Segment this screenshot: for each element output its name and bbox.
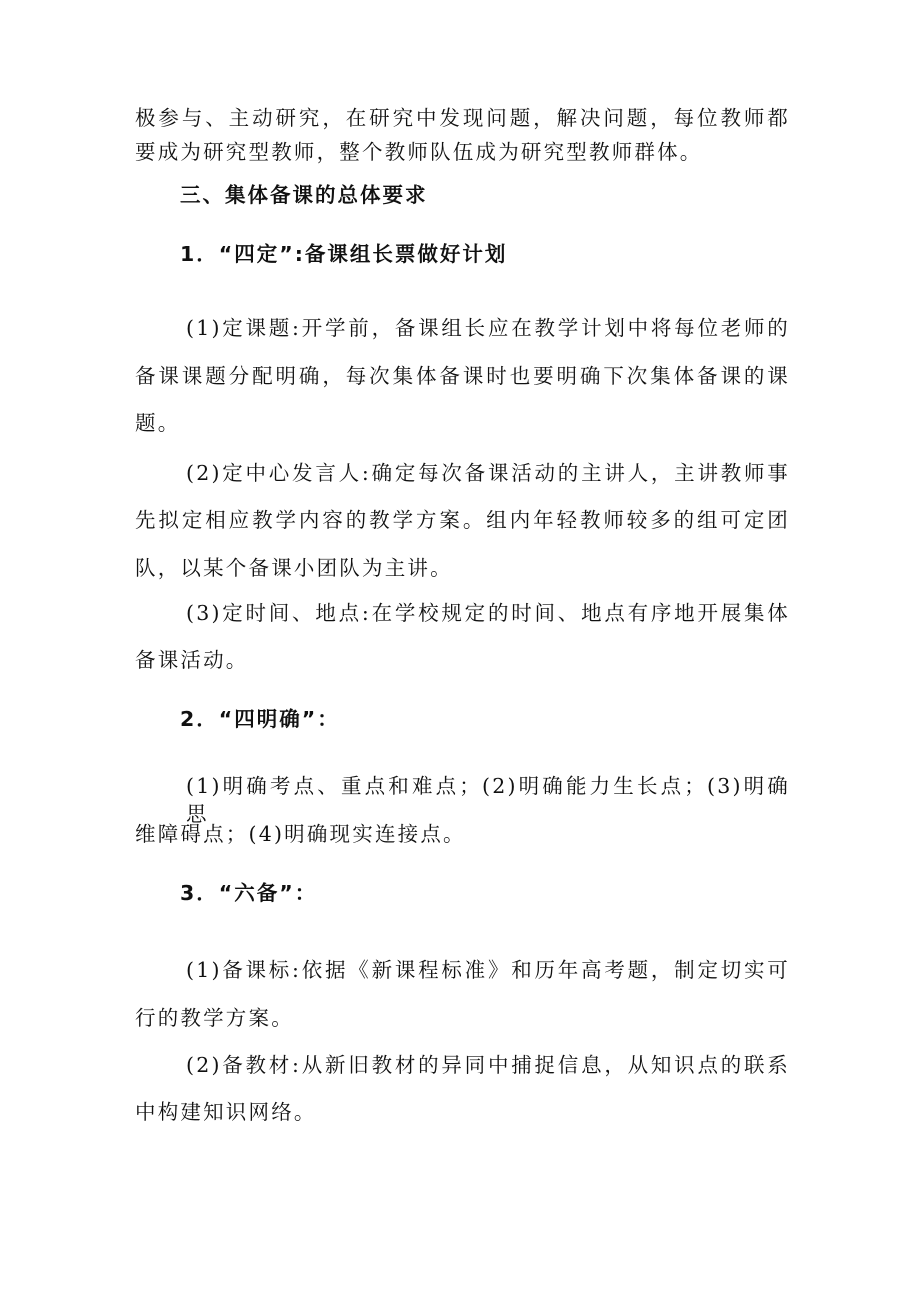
paragraph-line: 题。	[135, 411, 181, 435]
paragraph-line: 极参与、主动研究，在研究中发现问题，解决问题，每位教师都	[135, 106, 790, 130]
paragraph-line: 中构建知识网络。	[135, 1100, 317, 1124]
paragraph-line: 备课课题分配明确，每次集体备课时也要明确下次集体备课的课	[135, 364, 790, 388]
subsection-heading: 2．“四明确”：	[180, 707, 340, 731]
paragraph-line: (2)备教材:从新旧教材的异同中捕捉信息，从知识点的联系	[186, 1053, 790, 1077]
paragraph-line: 要成为研究型教师，整个教师队伍成为研究型教师群体。	[135, 140, 703, 164]
subsection-heading: 1．“四定”:备课组长票做好计划	[180, 242, 508, 266]
section-heading: 三、集体备课的总体要求	[180, 183, 428, 207]
paragraph-line: 维障碍点；(4)明确现实连接点。	[135, 822, 466, 846]
paragraph-line: 先拟定相应教学内容的教学方案。组内年轻教师较多的组可定团	[135, 508, 790, 532]
paragraph-line: 队，以某个备课小团队为主讲。	[135, 556, 453, 580]
paragraph-line: (1)定课题:开学前，备课组长应在教学计划中将每位老师的	[186, 316, 790, 340]
paragraph-line: (2)定中心发言人:确定每次备课活动的主讲人，主讲教师事	[186, 461, 790, 485]
paragraph-line: 备课活动。	[135, 648, 249, 672]
paragraph-line: (1)备课标:依据《新课程标准》和历年高考题，制定切实可	[186, 958, 790, 982]
paragraph-line: (3)定时间、地点:在学校规定的时间、地点有序地开展集体	[186, 601, 790, 625]
paragraph-line: (1)明确考点、重点和难点；(2)明确能力生长点；(3)明确思	[186, 774, 790, 826]
paragraph-line: 行的教学方案。	[135, 1006, 294, 1030]
subsection-heading: 3．“六备”：	[180, 881, 318, 905]
